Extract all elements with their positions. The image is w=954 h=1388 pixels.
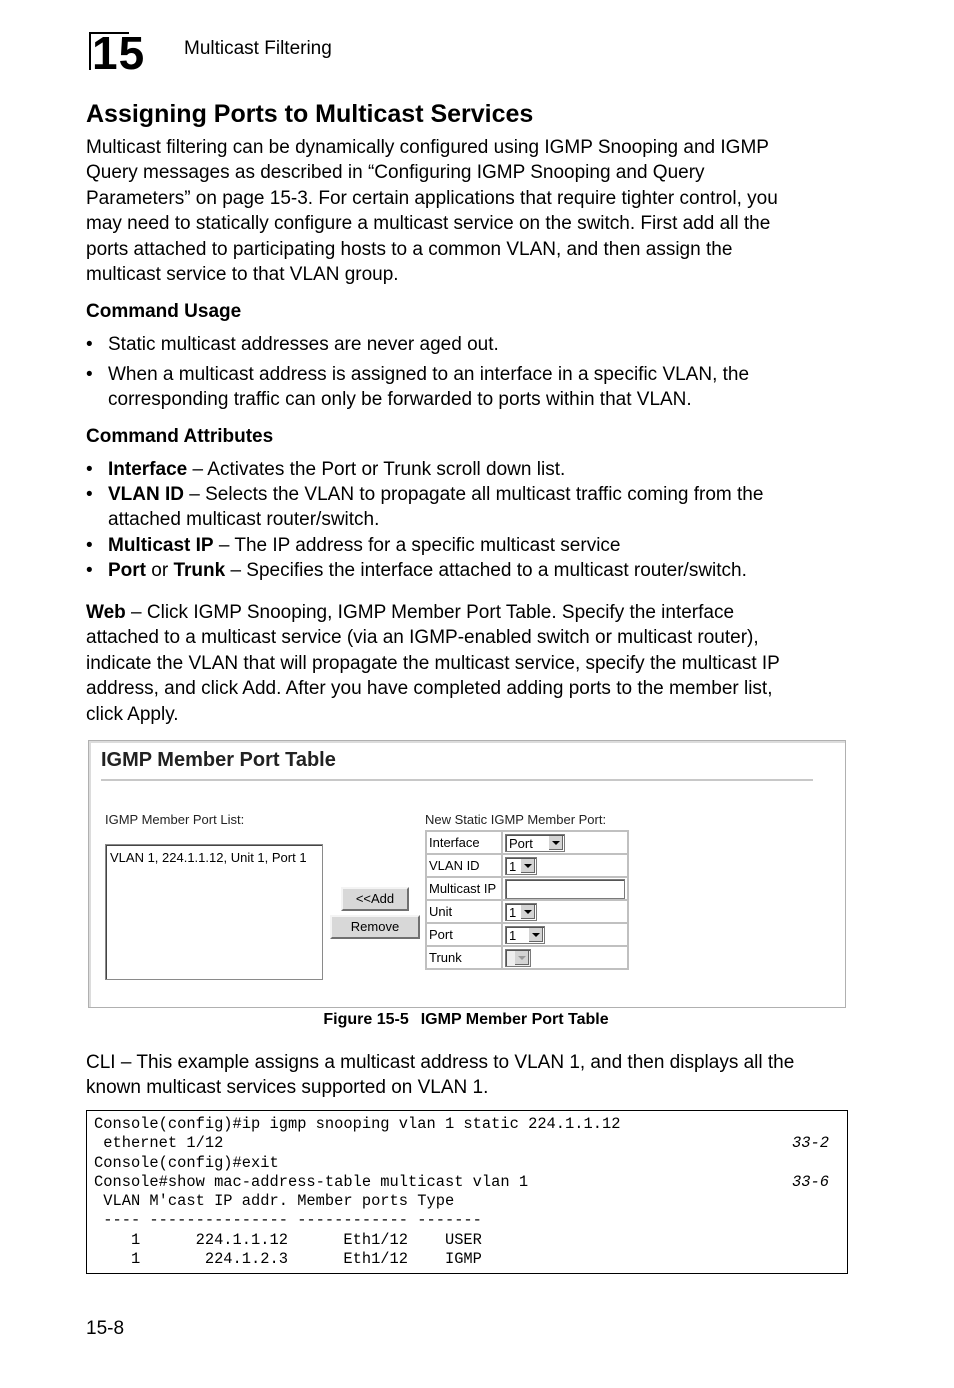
code-line: Console(config)#ip igmp snooping vlan 1 static 224.1.1.12 <box>94 1115 621 1133</box>
code-line: 1 224.1.2.3 Eth1/12 IGMP <box>94 1250 482 1268</box>
chevron-down-icon <box>521 905 535 919</box>
chevron-down-icon <box>521 859 535 873</box>
new-member-form <box>425 830 629 970</box>
page-number: 15-8 <box>86 1318 125 1339</box>
add-button[interactable]: <<Add <box>341 887 409 911</box>
chevron-down-icon <box>529 928 543 942</box>
member-list-label: IGMP Member Port List: <box>105 812 245 827</box>
figure-panel-title: IGMP Member Port Table <box>101 749 336 771</box>
command-reference: 33-2 <box>792 1134 829 1152</box>
divider <box>101 779 813 781</box>
chapter-title: Multicast Filtering <box>184 38 332 59</box>
list-item[interactable]: VLAN 1, 224.1.1.12, Unit 1, Port 1 <box>110 850 307 865</box>
interface-label: Interface <box>426 831 502 854</box>
code-line: ---- --------------- ------------ ------- <box>94 1211 482 1229</box>
multicast-ip-input[interactable] <box>505 879 625 899</box>
section-title: Assigning Ports to Multicast Services <box>86 100 534 128</box>
code-line: 1 224.1.1.12 Eth1/12 USER <box>94 1231 482 1249</box>
vlan-id-label: VLAN ID <box>426 854 502 877</box>
igmp-member-port-table-figure <box>88 740 846 1008</box>
unit-select[interactable]: 1 <box>505 903 537 921</box>
unit-label: Unit <box>426 900 502 923</box>
remove-button[interactable]: Remove <box>330 915 420 939</box>
cli-example-box <box>86 1110 848 1274</box>
trunk-label: Trunk <box>426 946 502 969</box>
new-member-label: New Static IGMP Member Port: <box>425 812 607 827</box>
intro-paragraph: Multicast filtering can be dynamically configured using IGMP Snooping and IGMP Query messages as described in “Configuring IGMP Snooping and Query Parameters” on page 15-3. For certain applications that require tighter control, you may need to statically configure a multicast service on the switch. First add all the ports attached to participating hosts to a common VLAN, and then assign the multicast service to that VLAN group. <box>86 137 778 286</box>
code-line: Console(config)#exit <box>94 1154 279 1172</box>
interface-select[interactable]: Port <box>505 834 565 852</box>
chapter-number: 15 <box>92 27 146 79</box>
web-paragraph: Web – Click IGMP Snooping, IGMP Member Port Table. Specify the interface attached to a multicast service (via an IGMP-enabled switch or multicast router), indicate the VLAN that will propagate the multicast service, specify the multicast IP address, and click Add. After you have completed adding ports to the member list, click Apply. <box>86 602 780 725</box>
cli-intro: CLI – This example assigns a multicast address to VLAN 1, and then displays all the known multicast services supported on VLAN 1. <box>86 1052 795 1099</box>
chevron-down-icon <box>515 951 529 965</box>
multicast-ip-label: Multicast IP <box>426 877 502 900</box>
command-usage-heading: Command Usage <box>86 301 242 322</box>
command-reference: 33-6 <box>792 1173 829 1191</box>
command-attributes-heading: Command Attributes <box>86 426 274 447</box>
code-line: ethernet 1/12 <box>94 1134 224 1152</box>
member-port-listbox[interactable] <box>105 844 323 980</box>
port-label: Port <box>426 923 502 946</box>
figure-caption: Figure 15-5 IGMP Member Port Table <box>323 1011 609 1028</box>
code-line: Console#show mac-address-table multicast vlan 1 <box>94 1173 529 1191</box>
chevron-down-icon <box>549 836 563 850</box>
port-select[interactable]: 1 <box>505 926 545 944</box>
trunk-select[interactable] <box>505 949 531 967</box>
vlan-id-select[interactable]: 1 <box>505 857 537 875</box>
code-line: VLAN M'cast IP addr. Member ports Type <box>94 1192 455 1210</box>
